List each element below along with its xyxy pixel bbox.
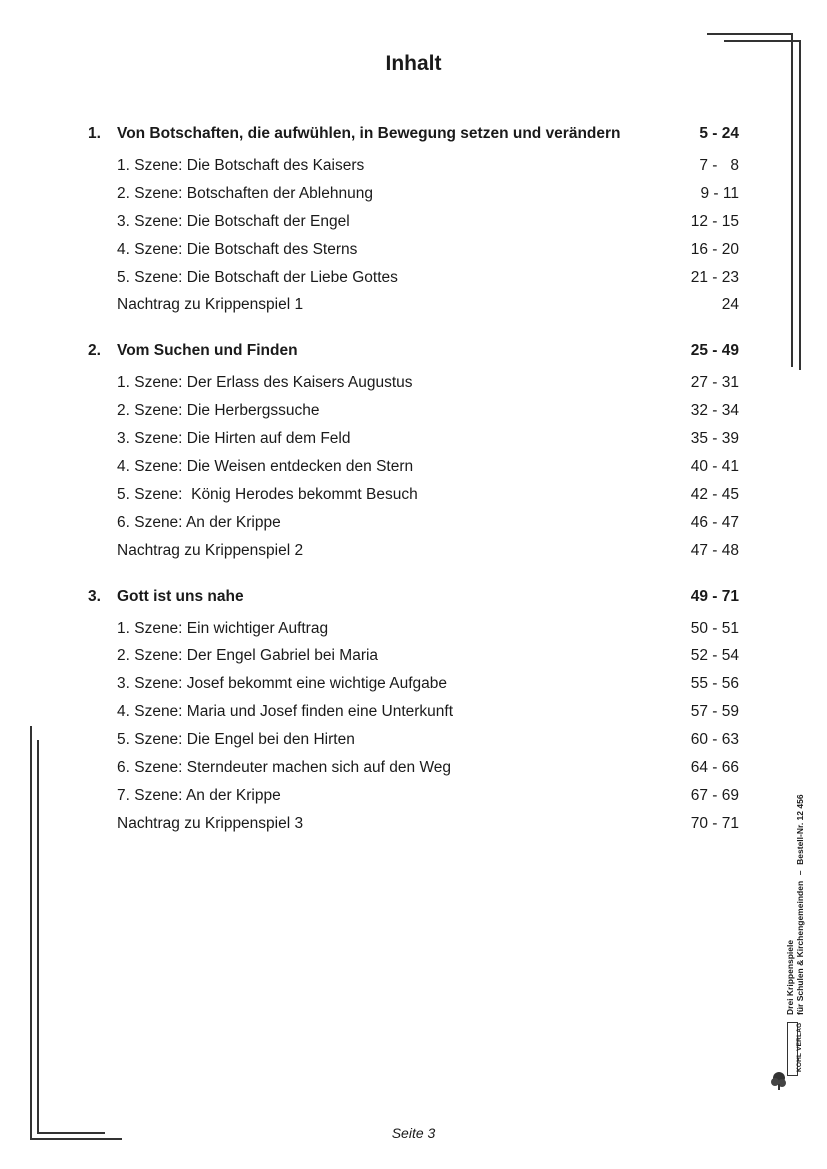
entry-label: 3. Szene: Die Hirten auf dem Feld bbox=[117, 430, 351, 448]
entry-label: 5. Szene: König Herodes bekommt Besuch bbox=[117, 485, 418, 503]
entry-label: 1. Szene: Ein wichtiger Auftrag bbox=[117, 619, 329, 637]
entry-pages: 52 - 54 bbox=[690, 647, 739, 665]
entry-pages: 9 - 11 bbox=[700, 184, 739, 202]
order-number: Bestell-Nr. 12 456 bbox=[795, 794, 805, 865]
toc-entry bbox=[88, 670, 739, 698]
entry-label: Nachtrag zu Krippenspiel 1 bbox=[117, 296, 304, 314]
frame-line bbox=[37, 740, 39, 1132]
entry-pages: 46 - 47 bbox=[690, 513, 739, 531]
toc-entry bbox=[88, 208, 739, 236]
toc-entry bbox=[88, 509, 739, 537]
toc-entry bbox=[88, 291, 739, 319]
toc-section bbox=[88, 337, 739, 564]
toc-entry bbox=[88, 537, 739, 565]
entry-label: 3. Szene: Die Botschaft der Engel bbox=[117, 212, 350, 230]
entry-label: 5. Szene: Die Botschaft der Liebe Gottes bbox=[117, 268, 398, 286]
book-title: Drei Krippenspiele bbox=[785, 939, 795, 1015]
entry-label: 1. Szene: Der Erlass des Kaisers Augustus bbox=[117, 374, 413, 392]
entry-label: 5. Szene: Die Engel bei den Hirten bbox=[117, 731, 355, 749]
toc-section bbox=[88, 583, 739, 838]
entry-pages: 67 - 69 bbox=[690, 786, 739, 804]
frame-line bbox=[799, 40, 801, 370]
section-pages: 25 - 49 bbox=[690, 342, 739, 360]
entry-pages: 60 - 63 bbox=[690, 731, 739, 749]
section-heading bbox=[88, 120, 739, 148]
toc-entry bbox=[88, 615, 739, 643]
entry-label: 4. Szene: Die Botschaft des Sterns bbox=[117, 240, 358, 258]
entry-pages: 35 - 39 bbox=[690, 430, 739, 448]
publisher-logo bbox=[770, 1022, 803, 1092]
entry-pages: 42 - 45 bbox=[690, 485, 739, 503]
toc-section bbox=[88, 120, 739, 319]
section-heading bbox=[88, 337, 739, 365]
entry-label: 3. Szene: Josef bekommt eine wichtige Aufgabe bbox=[117, 675, 448, 693]
entry-label: 2. Szene: Der Engel Gabriel bei Maria bbox=[117, 647, 379, 665]
entry-label: 7. Szene: An der Krippe bbox=[117, 786, 281, 804]
toc-entry bbox=[88, 397, 739, 425]
section-number: 1. bbox=[88, 125, 101, 142]
entry-pages: 12 - 15 bbox=[690, 212, 739, 230]
toc-entry bbox=[88, 481, 739, 509]
section-title: Von Botschaften, die aufwühlen, in Bewegung setzen und verändern bbox=[117, 125, 621, 142]
frame-line bbox=[724, 40, 800, 42]
entry-pages: 57 - 59 bbox=[690, 703, 739, 721]
toc-entry bbox=[88, 810, 739, 838]
toc-entry bbox=[88, 236, 739, 264]
book-subtitle-line bbox=[795, 745, 805, 1015]
separator: – bbox=[795, 870, 805, 876]
entry-label: 6. Szene: An der Krippe bbox=[117, 513, 281, 531]
toc-entry bbox=[88, 180, 739, 208]
entry-pages: 47 - 48 bbox=[690, 541, 739, 559]
toc-entry bbox=[88, 642, 739, 670]
entry-label: 2. Szene: Die Herbergssuche bbox=[117, 402, 320, 420]
toc-entry bbox=[88, 369, 739, 397]
toc-entry bbox=[88, 754, 739, 782]
entry-pages: 27 - 31 bbox=[690, 374, 739, 392]
entry-pages: 55 - 56 bbox=[690, 675, 739, 693]
entry-label: 4. Szene: Die Weisen entdecken den Stern bbox=[117, 458, 414, 476]
book-subtitle: für Schulen & Kirchengemeinden bbox=[795, 880, 805, 1015]
frame-line bbox=[791, 33, 793, 367]
entry-pages: 40 - 41 bbox=[690, 458, 739, 476]
entry-pages: 50 - 51 bbox=[690, 619, 739, 637]
entry-pages: 70 - 71 bbox=[690, 814, 739, 832]
toc-entry bbox=[88, 782, 739, 810]
side-info bbox=[785, 745, 805, 1015]
toc-entry bbox=[88, 726, 739, 754]
entry-label: Nachtrag zu Krippenspiel 3 bbox=[117, 814, 304, 832]
entry-pages: 64 - 66 bbox=[690, 759, 739, 777]
section-pages: 5 - 24 bbox=[699, 125, 739, 142]
toc-entry bbox=[88, 453, 739, 481]
toc-entry bbox=[88, 425, 739, 453]
page-title: Inhalt bbox=[385, 52, 442, 75]
entry-label: 6. Szene: Sterndeuter machen sich auf den Weg bbox=[117, 759, 452, 777]
frame-line bbox=[707, 33, 791, 35]
section-heading bbox=[88, 583, 739, 611]
frame-line bbox=[30, 726, 32, 1138]
entry-label: Nachtrag zu Krippenspiel 2 bbox=[117, 541, 304, 559]
logo-text: KOHL VERLAG bbox=[796, 1022, 803, 1072]
page-number: Seite 3 bbox=[391, 1125, 436, 1141]
toc-entry bbox=[88, 264, 739, 292]
entry-label: 1. Szene: Die Botschaft des Kaisers bbox=[117, 157, 365, 174]
entry-label: 4. Szene: Maria und Josef finden eine Unterkunft bbox=[117, 703, 454, 721]
entry-pages: 24 bbox=[721, 296, 739, 314]
toc-entry bbox=[88, 698, 739, 726]
section-number: 3. bbox=[88, 587, 101, 605]
section-title: Gott ist uns nahe bbox=[117, 587, 244, 605]
section-title: Vom Suchen und Finden bbox=[117, 342, 298, 360]
entry-pages: 32 - 34 bbox=[690, 402, 739, 420]
section-number: 2. bbox=[88, 342, 101, 360]
entry-pages: 7 - 8 bbox=[699, 157, 739, 174]
table-of-contents bbox=[88, 120, 739, 856]
entry-pages: 21 - 23 bbox=[690, 268, 739, 286]
toc-entry bbox=[88, 152, 739, 180]
section-pages: 49 - 71 bbox=[690, 587, 739, 605]
entry-pages: 16 - 20 bbox=[690, 240, 739, 258]
entry-label: 2. Szene: Botschaften der Ablehnung bbox=[117, 184, 373, 202]
